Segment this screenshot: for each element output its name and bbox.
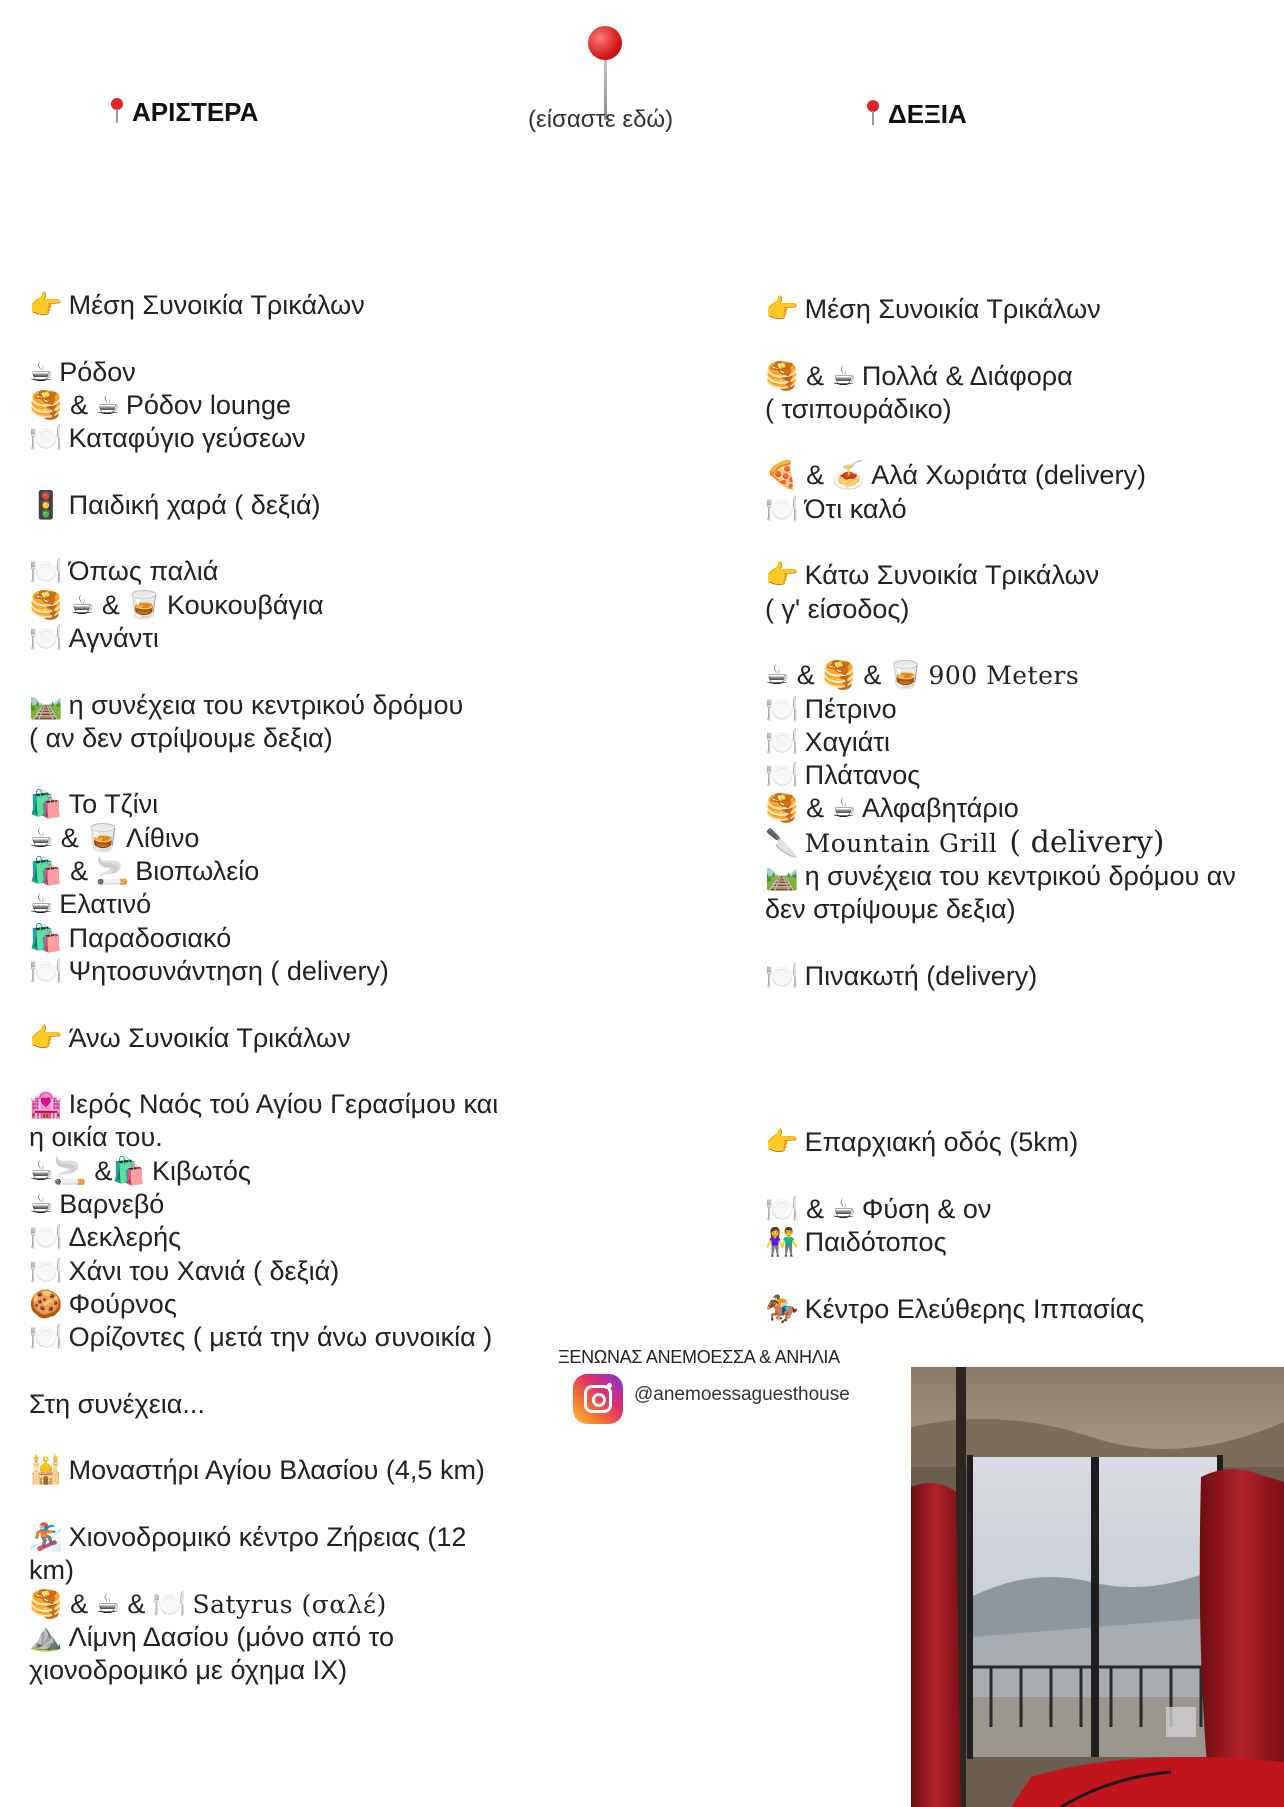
emoji-icon: 🍽️ & ☕ [765, 1194, 856, 1225]
emoji-icon: ☕ & 🥞 & 🥃 [765, 660, 923, 691]
spacer [29, 322, 549, 355]
place-name: km) [29, 1555, 74, 1586]
emoji-icon: 🛍️ & 🚬 [29, 856, 130, 887]
you-are-here-label: (είσαστε εδώ) [528, 106, 674, 133]
place-name: Χαγιάτι [804, 726, 891, 757]
emoji-icon: ☕ [29, 889, 54, 920]
list-item [765, 459, 1284, 492]
emoji-icon: ⛰️ [29, 1621, 63, 1652]
list-item [765, 493, 1284, 526]
spacer [29, 655, 549, 688]
list-item [29, 1554, 549, 1587]
spacer [29, 988, 549, 1021]
emoji-icon: 🍽️ [29, 955, 63, 986]
list-item [765, 960, 1284, 993]
spacer [29, 1055, 549, 1088]
place-name: Πολλά & Διάφορα [861, 360, 1073, 391]
emoji-icon: 🛤️ [765, 861, 799, 892]
place-name: Ψητοσυνάντηση ( delivery) [68, 955, 389, 986]
map-pin-icon [110, 98, 124, 124]
place-name: Καταφύγιο γεύσεων [68, 423, 306, 454]
list-item [29, 1588, 549, 1621]
list-item [29, 1521, 549, 1554]
list-item [29, 1088, 549, 1121]
emoji-icon: 🥞 & ☕ & 🍽️ [29, 1588, 187, 1619]
place-name: Κουκουβάγια [166, 589, 324, 620]
list-item [765, 726, 1284, 759]
spacer [765, 1093, 1284, 1126]
spacer [765, 1060, 1284, 1093]
list-item [765, 893, 1284, 926]
spacer [29, 1421, 549, 1454]
emoji-icon: 🍽️ [765, 493, 799, 524]
list-item [765, 1126, 1284, 1159]
list-item [29, 1221, 549, 1254]
place-name: ( γ' είσοδος) [765, 593, 910, 624]
right-header-label: ΔΕΞΙΑ [888, 99, 967, 129]
list-item [29, 555, 549, 588]
emoji-icon: 🏂 [29, 1521, 63, 1552]
place-name: ( τσιπουράδικο) [765, 393, 952, 424]
list-item [29, 1022, 549, 1055]
left-header-label: ΑΡΙΣΤΕΡΑ [132, 97, 259, 127]
spacer [765, 1260, 1284, 1293]
place-name: Επαρχιακή οδός (5km) [804, 1127, 1079, 1158]
place-name: Ότι καλό [804, 493, 907, 524]
place-name: Ιερός Ναός τού Αγίου Γερασίμου και [68, 1089, 499, 1120]
spacer [765, 927, 1284, 960]
emoji-icon: ☕🚬 &🛍️ [29, 1155, 146, 1186]
emoji-icon: 🏇 [765, 1293, 799, 1324]
place-name: Αγνάντι [68, 622, 159, 653]
list-item [765, 860, 1284, 893]
emoji-icon: 🍽️ [29, 622, 63, 653]
list-item [29, 589, 549, 622]
list-item [765, 293, 1284, 326]
emoji-icon: 🍪 [29, 1288, 63, 1319]
guesthouse-title: ΞΕΝΩΝΑΣ ΑΝΕΜΟΕΣΣΑ & ΑΝΗΛΙΑ [558, 1347, 840, 1367]
place-name: η συνέχεια του κεντρικού δρόμου [68, 689, 464, 720]
emoji-icon: ☕ & 🥃 [29, 822, 120, 853]
list-item [29, 722, 549, 755]
place-name: Φούρνος [68, 1288, 177, 1319]
place-name: Μέση Συνοικία Τρικάλων [68, 290, 365, 320]
place-name: Ρόδον lounge [125, 389, 291, 420]
list-item [29, 622, 549, 655]
spacer [29, 455, 549, 488]
guesthouse-room-photo [911, 1367, 1284, 1807]
emoji-icon: 🍽️ [765, 960, 799, 991]
left-places-list [29, 289, 549, 1687]
list-item [29, 289, 549, 322]
emoji-icon: 🍽️ [765, 693, 799, 724]
list-item [765, 826, 1284, 860]
emoji-icon: 🕌 [29, 1455, 63, 1486]
spacer [29, 1355, 549, 1388]
spacer [765, 993, 1284, 1026]
left-direction-header [110, 97, 258, 128]
list-item [29, 888, 549, 921]
place-name: Στη συνέχεια... [29, 1388, 205, 1419]
list-item [29, 1255, 549, 1288]
list-item [765, 759, 1284, 792]
place-name: Αλφαβητάριο [861, 793, 1019, 824]
list-item [765, 1193, 1284, 1226]
right-places-list [765, 293, 1284, 1326]
place-name: Χάνι του Χανιά ( δεξιά) [68, 1255, 340, 1286]
emoji-icon: 🥞 ☕ & 🥃 [29, 589, 161, 620]
list-item [29, 1288, 549, 1321]
list-item [765, 1226, 1284, 1259]
place-name: Κιβωτός [151, 1155, 251, 1186]
list-item [765, 360, 1284, 393]
place-name: Πλάτανος [804, 760, 921, 791]
place-name: Κάτω Συνοικία Τρικάλων [804, 560, 1100, 591]
spacer [765, 526, 1284, 559]
emoji-icon: 🍽️ [29, 1222, 63, 1253]
place-name: Μοναστήρι Αγίου Βλασίου (4,5 km) [68, 1455, 485, 1486]
emoji-icon: 🍽️ [29, 556, 63, 587]
emoji-icon: 👉 [765, 1127, 799, 1158]
emoji-icon: 🛤️ [29, 689, 63, 720]
list-item [29, 1454, 549, 1487]
list-item [29, 1155, 549, 1188]
list-item [29, 422, 549, 455]
list-item [765, 559, 1284, 592]
place-name: Κέντρο Ελεύθερης Ιππασίας [804, 1293, 1145, 1324]
place-name: Χιονοδρομικό κέντρο Ζήρειας (12 [68, 1521, 467, 1552]
spacer [29, 522, 549, 555]
list-item [29, 822, 549, 855]
place-name: Ρόδον [59, 356, 136, 387]
list-item [29, 1388, 549, 1421]
list-item [765, 393, 1284, 426]
place-name: ( αν δεν στρίψουμε δεξια) [29, 722, 333, 753]
place-name: Βιοπωλείο [135, 856, 260, 887]
list-item [29, 1121, 549, 1154]
emoji-icon: 🥞 & ☕ [765, 360, 856, 391]
place-name: η οικία του. [29, 1122, 163, 1153]
place-name: δεν στρίψουμε δεξια) [765, 894, 1016, 925]
emoji-icon: 🍽️ [29, 1322, 63, 1353]
emoji-icon: 🥞 & ☕ [765, 793, 856, 824]
list-item [29, 489, 549, 522]
spacer [765, 1160, 1284, 1193]
place-name: Satyrus (σαλέ) [192, 1589, 387, 1619]
list-item [29, 1188, 549, 1221]
list-item [29, 1654, 549, 1687]
place-name: 900 Meters [928, 661, 1080, 691]
list-item [765, 593, 1284, 626]
emoji-icon: 🛍️ [29, 789, 63, 820]
place-name: Παραδοσιακό [68, 922, 232, 953]
emoji-icon: ☕ [29, 356, 54, 387]
emoji-icon: ☕ [29, 1189, 54, 1220]
place-suffix: ( delivery) [1009, 824, 1165, 860]
emoji-icon: 🍽️ [29, 1255, 63, 1286]
place-name: Πινακωτή (delivery) [804, 960, 1038, 991]
emoji-icon: 👫 [765, 1227, 799, 1258]
emoji-icon: 🍽️ [29, 423, 63, 454]
list-item [29, 855, 549, 888]
place-name: Άνω Συνοικία Τρικάλων [68, 1022, 351, 1053]
list-item [29, 955, 549, 988]
place-name: Λίθινο [125, 822, 200, 853]
list-item [29, 788, 549, 821]
instagram-handle[interactable]: @anemoessaguesthouse [634, 1384, 850, 1405]
spacer [765, 626, 1284, 659]
place-name: Παιδότοπος [804, 1227, 947, 1258]
list-item [29, 689, 549, 722]
list-item [765, 792, 1284, 825]
list-item [765, 659, 1284, 692]
place-name: Ελατινό [59, 889, 152, 920]
instagram-icon-dot [607, 1383, 612, 1388]
emoji-icon: 🔪 [765, 827, 799, 858]
you-are-here-pin-icon [588, 26, 624, 96]
spacer [29, 755, 549, 788]
list-item [29, 389, 549, 422]
emoji-icon: 🍕 & 🍝 [765, 460, 866, 491]
emoji-icon: 👉 [765, 294, 799, 324]
spacer [765, 326, 1284, 359]
right-direction-header [866, 99, 967, 130]
list-item [765, 1293, 1284, 1326]
emoji-icon: 🛍️ [29, 922, 63, 953]
emoji-icon: 👉 [765, 560, 799, 591]
place-name: Mountain Grill [804, 828, 998, 858]
map-pin-icon [866, 100, 880, 126]
emoji-icon: 🍽️ [765, 760, 799, 791]
emoji-icon: 👉 [29, 290, 63, 320]
list-item [29, 1321, 549, 1354]
place-name: Λίμνη Δασίου (μόνο από το [68, 1621, 394, 1652]
list-item [29, 356, 549, 389]
place-name: Μέση Συνοικία Τρικάλων [804, 294, 1101, 324]
emoji-icon: 🏩 [29, 1089, 63, 1120]
list-item [29, 922, 549, 955]
list-item [765, 693, 1284, 726]
place-name: Φύση & ον [861, 1194, 992, 1225]
place-name: Δεκλερής [68, 1222, 182, 1253]
list-item [29, 1621, 549, 1654]
emoji-icon: 🥞 & ☕ [29, 389, 120, 420]
emoji-icon: 👉 [29, 1022, 63, 1053]
instagram-icon[interactable] [573, 1374, 623, 1424]
emoji-icon: 🍽️ [765, 726, 799, 757]
place-name: Παιδική χαρά ( δεξιά) [68, 489, 321, 520]
place-name: χιονοδρομικό με όχημα ΙΧ) [29, 1655, 348, 1686]
place-name: Το Τζίνι [68, 789, 159, 820]
emoji-icon: 🚦 [29, 489, 63, 520]
place-name: Βαρνεβό [59, 1189, 165, 1220]
spacer [765, 426, 1284, 459]
place-name: Ορίζοντες ( μετά την άνω συνοικία ) [68, 1322, 493, 1353]
place-name: η συνέχεια του κεντρικού δρόμου αν [804, 861, 1236, 892]
place-name: Πέτρινο [804, 693, 897, 724]
place-name: Όπως παλιά [68, 556, 219, 587]
spacer [29, 1488, 549, 1521]
spacer [765, 1027, 1284, 1060]
place-name: Αλά Χωριάτα (delivery) [871, 460, 1146, 491]
